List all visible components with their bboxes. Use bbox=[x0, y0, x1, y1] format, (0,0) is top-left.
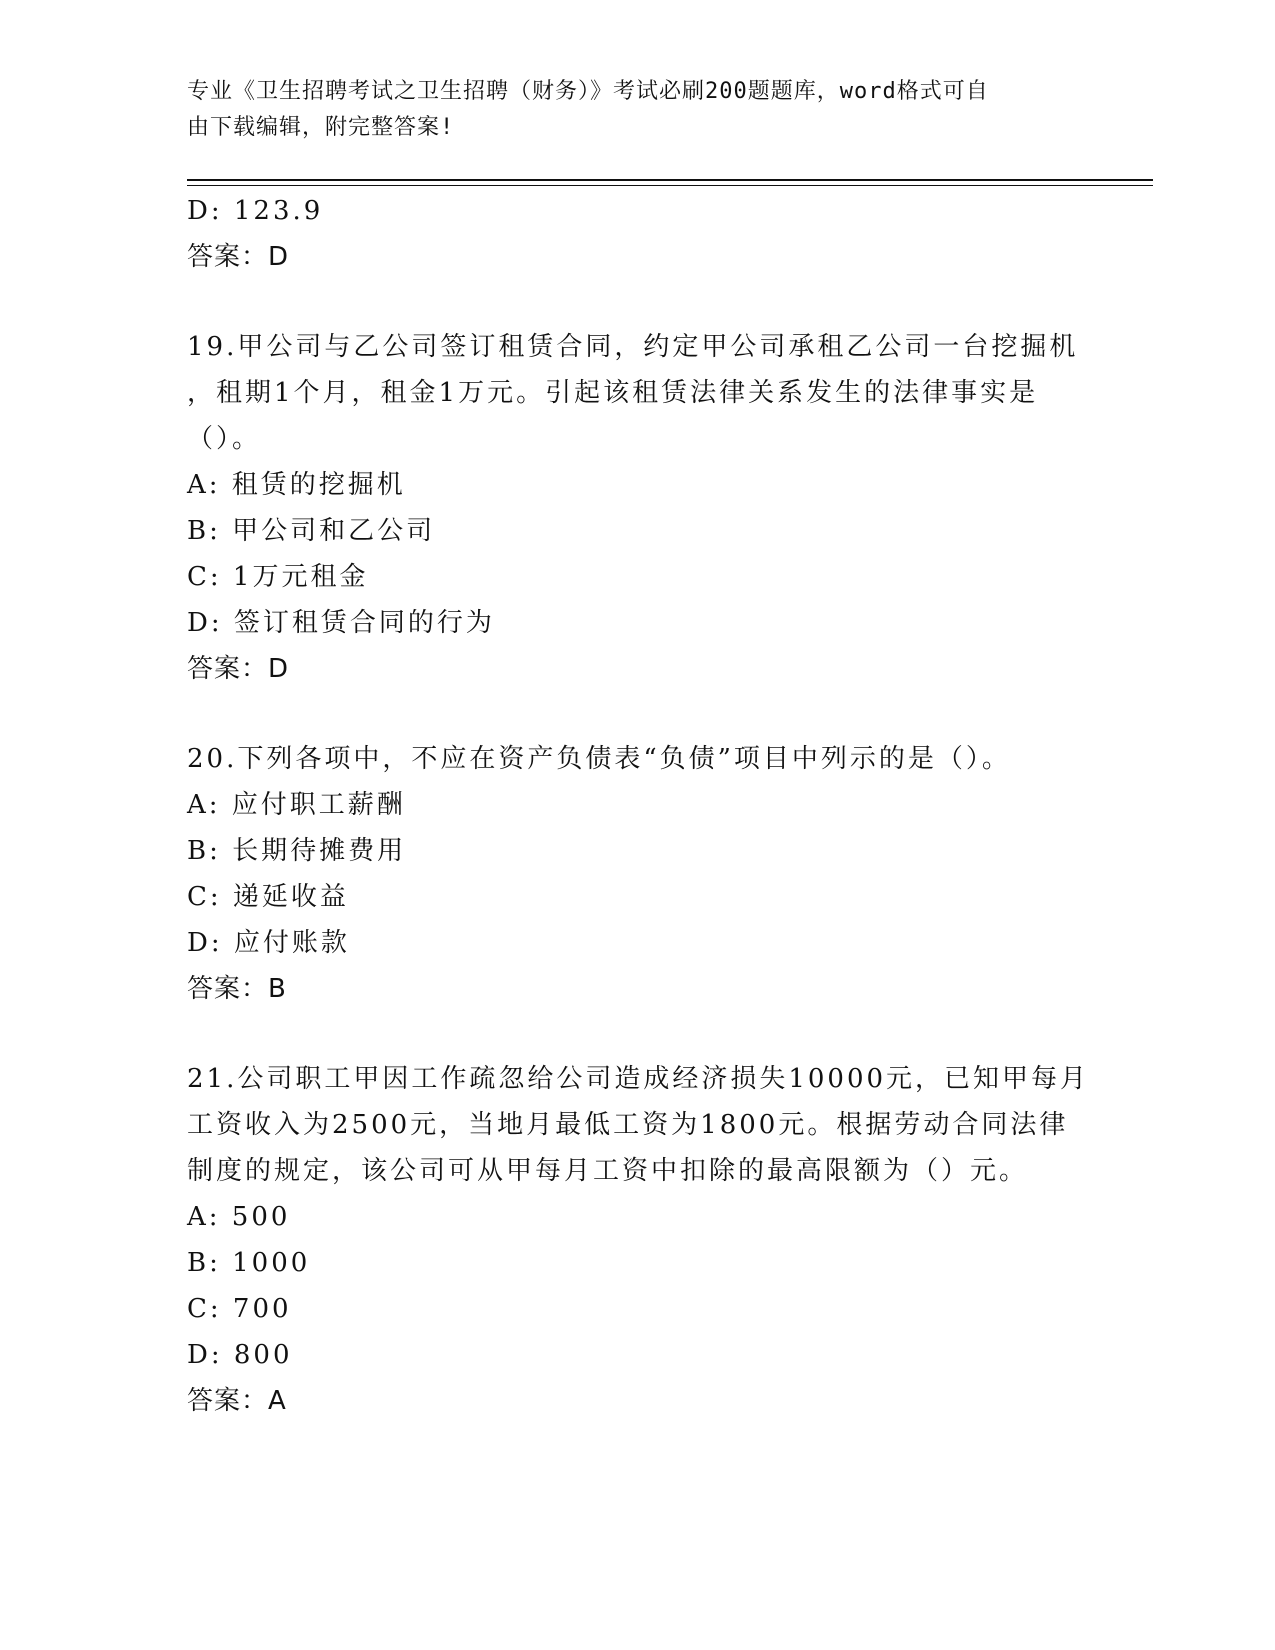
question-21-option-a: A: 500 bbox=[187, 1202, 291, 1232]
question-21-line-3: 制度的规定，该公司可从甲每月工资中扣除的最高限额为（）元。 bbox=[187, 1156, 1029, 1186]
question-20-option-a: A: 应付职工薪酬 bbox=[187, 790, 406, 820]
spacer bbox=[187, 280, 1087, 324]
question-19-line-3: （）。 bbox=[187, 424, 262, 454]
question-20-option-b: B: 长期待摊费用 bbox=[187, 836, 407, 866]
question-19-option-b: B: 甲公司和乙公司 bbox=[187, 516, 436, 546]
question-19 bbox=[187, 324, 1087, 692]
question-20-option-c: C: 递延收益 bbox=[187, 882, 349, 912]
prev-option-d: D: 123.9 bbox=[187, 196, 324, 226]
question-content bbox=[187, 188, 1090, 1424]
question-21-option-b: B: 1000 bbox=[187, 1248, 311, 1278]
question-19-line-1: 19.甲公司与乙公司签订租赁合同，约定甲公司承租乙公司一台挖掘机 bbox=[187, 332, 1079, 362]
question-21 bbox=[187, 1056, 1090, 1424]
question-19-option-d: D: 签订租赁合同的行为 bbox=[187, 608, 495, 638]
header-divider-thin bbox=[187, 185, 1153, 186]
header-divider-thick bbox=[187, 179, 1153, 181]
header-line-1: 专业《卫生招聘考试之卫生招聘（财务）》考试必刷200题题库，word格式可自 bbox=[187, 79, 989, 104]
question-21-line-1: 21.公司职工甲因工作疏忽给公司造成经济损失10000元，已知甲每月 bbox=[187, 1064, 1090, 1094]
spacer bbox=[187, 1012, 1087, 1056]
prev-answer: 答案：D bbox=[187, 242, 290, 272]
spacer bbox=[187, 692, 1087, 736]
question-20-line-1: 20.下列各项中，不应在资产负债表“负债”项目中列示的是（）。 bbox=[187, 744, 1011, 774]
header-line-2: 由下载编辑，附完整答案! bbox=[187, 115, 455, 140]
question-19-option-c: C: 1万元租金 bbox=[187, 562, 369, 592]
question-19-option-a: A: 租赁的挖掘机 bbox=[187, 470, 406, 500]
question-21-option-d: D: 800 bbox=[187, 1340, 293, 1370]
question-20-option-d: D: 应付账款 bbox=[187, 928, 350, 958]
question-21-option-c: C: 700 bbox=[187, 1294, 292, 1324]
page-header bbox=[187, 74, 1087, 146]
question-21-line-2: 工资收入为2500元，当地月最低工资为1800元。根据劳动合同法律 bbox=[187, 1110, 1069, 1140]
question-21-answer: 答案：A bbox=[187, 1386, 287, 1416]
question-20-answer: 答案：B bbox=[187, 974, 287, 1004]
question-20 bbox=[187, 736, 1087, 1012]
question-19-line-2: ，租期1个月，租金1万元。引起该租赁法律关系发生的法律事实是 bbox=[187, 378, 1039, 408]
question-19-answer: 答案：D bbox=[187, 654, 290, 684]
